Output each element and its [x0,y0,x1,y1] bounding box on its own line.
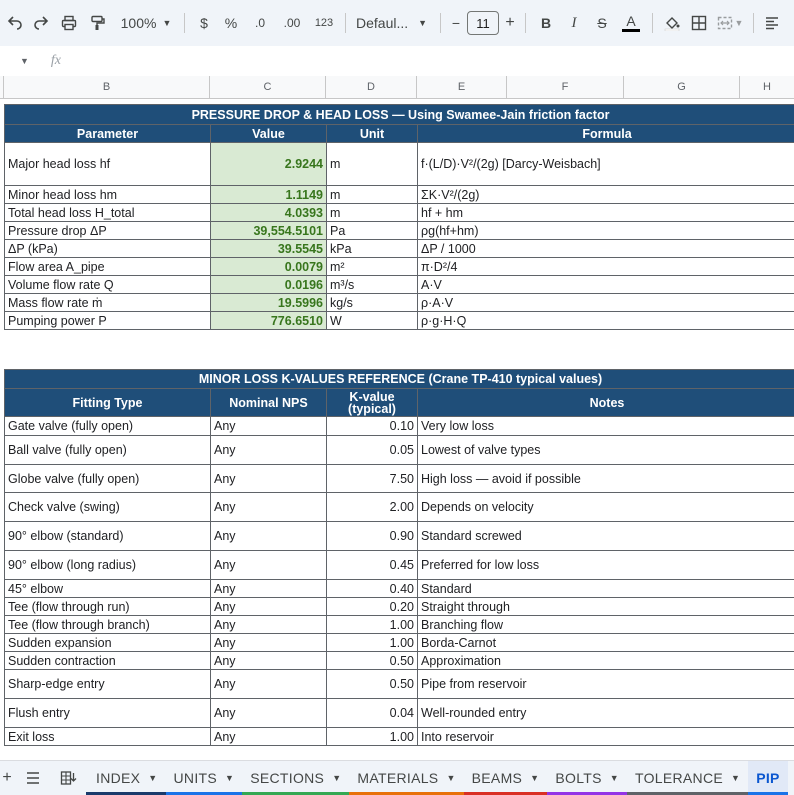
header-cell[interactable]: Value [211,125,327,143]
unit-cell[interactable]: W [327,312,418,330]
table-row [5,598,794,616]
column-header-f[interactable]: F [507,76,624,98]
unit-cell[interactable]: Pa [327,222,418,240]
formula-cell[interactable]: ΣK·V²/(2g) [418,186,794,204]
fitting-cell[interactable]: Sharp-edge entry [5,670,211,699]
chevron-down-icon[interactable]: ▼ [446,773,455,783]
notes-cell[interactable]: Straight through [418,598,794,616]
param-cell[interactable]: ΔP (kPa) [5,240,211,258]
fitting-cell[interactable]: 90° elbow (standard) [5,522,211,551]
nps-cell[interactable]: Any [211,580,327,598]
notes-cell[interactable]: Very low loss [418,417,794,436]
column-header-g[interactable]: G [624,76,740,98]
chevron-down-icon[interactable]: ▼ [332,773,341,783]
sheet-tab[interactable] [86,761,166,795]
table-row [5,616,794,634]
merge-cells-icon[interactable] [713,9,747,37]
nps-cell[interactable]: Any [211,670,327,699]
table-row [5,143,794,186]
notes-cell[interactable]: Pipe from reservoir [418,670,794,699]
pressure-drop-table [4,104,794,330]
chevron-down-icon: ▼ [418,18,427,28]
font-family-select[interactable] [352,9,434,37]
table-row [5,522,794,551]
notes-cell[interactable]: Well-rounded entry [418,699,794,728]
header-row [5,125,794,143]
header-cell[interactable]: Nominal NPS [211,389,327,417]
increase-decimal-button[interactable]: .00 [275,9,309,37]
notes-cell[interactable]: Standard [418,580,794,598]
value-cell[interactable]: 0.0079 [211,258,327,276]
column-header-c[interactable]: C [210,76,326,98]
value-cell[interactable]: 776.6510 [211,312,327,330]
notes-cell[interactable]: Into reservoir [418,728,794,746]
k-value-cell[interactable]: 7.50 [327,465,418,493]
k-value-cell[interactable]: 0.10 [327,417,418,436]
formula-cell[interactable]: A·V [418,276,794,294]
formula-cell[interactable]: hf + hm [418,204,794,222]
param-cell[interactable]: Minor head loss hm [5,186,211,204]
nps-cell[interactable]: Any [211,652,327,670]
toolbar [0,0,794,46]
chevron-down-icon: ▼ [735,18,744,28]
table-row [5,634,794,652]
notes-cell[interactable]: Approximation [418,652,794,670]
unit-cell[interactable]: kg/s [327,294,418,312]
header-row [5,389,794,417]
sheet-tab-label: MATERIALS [357,770,438,786]
fx-icon: fx [51,53,61,69]
k-value-cell[interactable]: 0.40 [327,580,418,598]
strikethrough-button[interactable]: S [588,9,616,37]
sheet-tab[interactable] [748,761,787,795]
header-cell[interactable]: Fitting Type [5,389,211,417]
font-size-field[interactable]: 11 [465,9,501,37]
notes-cell[interactable]: Lowest of valve types [418,436,794,465]
param-cell[interactable]: Flow area A_pipe [5,258,211,276]
sheet-tab-label: TOLERANCE [635,770,723,786]
table-row [5,240,794,258]
currency-format-button[interactable]: $ [191,9,217,37]
add-sheet-icon[interactable]: + [0,764,14,792]
value-cell[interactable]: 1.1149 [211,186,327,204]
param-cell[interactable]: Total head loss H_total [5,204,211,222]
notes-cell[interactable]: Preferred for low loss [418,551,794,580]
chevron-down-icon[interactable]: ▼ [610,773,619,783]
sheet-tab[interactable] [547,761,627,795]
italic-button[interactable]: I [560,9,588,37]
value-cell[interactable]: 19.5996 [211,294,327,312]
formula-cell[interactable]: f·(L/D)·V²/(2g) [Darcy-Weisbach] [418,143,794,186]
sheet-list-icon[interactable] [52,764,86,792]
table-row [5,294,794,312]
table-row [5,204,794,222]
value-cell[interactable]: 0.0196 [211,276,327,294]
fitting-cell[interactable]: Ball valve (fully open) [5,436,211,465]
k-value-cell[interactable]: 1.00 [327,616,418,634]
notes-cell[interactable]: Depends on velocity [418,493,794,522]
table-title-row [5,105,794,125]
print-icon[interactable] [54,9,84,37]
borders-icon[interactable] [685,9,713,37]
chevron-down-icon[interactable]: ▼ [148,773,157,783]
unit-cell[interactable]: m [327,204,418,222]
fitting-cell[interactable]: Flush entry [5,699,211,728]
sheet-tab-label: INDEX [96,770,140,786]
fitting-cell[interactable]: Globe valve (fully open) [5,465,211,493]
percent-format-button[interactable]: % [217,9,245,37]
param-cell[interactable]: Pumping power P [5,312,211,330]
text-color-button[interactable]: A [616,9,646,37]
unit-cell[interactable]: m² [327,258,418,276]
sheet-tab-label: PIP [756,770,779,786]
sheet-tab-bar [0,760,794,795]
zoom-value: 100% [121,15,157,31]
font-size-decrease-button[interactable]: − [447,9,465,37]
k-value-cell[interactable]: 0.45 [327,551,418,580]
header-cell[interactable]: Notes [418,389,794,417]
divider [525,13,526,33]
table-row [5,580,794,598]
unit-cell[interactable]: m [327,143,418,186]
notes-cell[interactable]: Borda-Carnot [418,634,794,652]
fitting-cell[interactable]: Gate valve (fully open) [5,417,211,436]
table-title[interactable]: PRESSURE DROP & HEAD LOSS — Using Swamee-Jain friction factor [5,105,794,125]
sheet-tab-label: BOLTS [555,770,601,786]
table-row [5,222,794,240]
sheet-tab[interactable] [464,761,548,795]
formula-cell[interactable]: π·D²/4 [418,258,794,276]
k-value-cell[interactable]: 0.04 [327,699,418,728]
table-row [5,551,794,580]
param-cell[interactable]: Volume flow rate Q [5,276,211,294]
table-row [5,728,794,746]
fitting-cell[interactable]: 45° elbow [5,580,211,598]
k-value-cell[interactable]: 0.90 [327,522,418,551]
table-row [5,436,794,465]
chevron-down-icon: ▼ [162,18,171,28]
align-left-icon[interactable] [760,9,784,37]
k-value-cell[interactable]: 0.50 [327,652,418,670]
table-title-row [5,370,794,389]
font-size-increase-button[interactable]: + [501,9,519,37]
font-family-value: Defaul... [356,15,408,31]
bold-button[interactable]: B [532,9,560,37]
nps-cell[interactable]: Any [211,417,327,436]
table-row [5,699,794,728]
nps-cell[interactable]: Any [211,551,327,580]
table-row [5,417,794,436]
divider [440,13,441,33]
name-box-dropdown-icon[interactable]: ▼ [20,56,29,66]
formula-cell[interactable]: ΔP / 1000 [418,240,794,258]
column-header-d[interactable]: D [326,76,417,98]
table-row [5,652,794,670]
notes-cell[interactable]: Branching flow [418,616,794,634]
nps-cell[interactable]: Any [211,616,327,634]
table-row [5,493,794,522]
color-bar [622,29,640,32]
formula-cell[interactable]: ρg(hf+hm) [418,222,794,240]
notes-cell[interactable]: High loss — avoid if possible [418,465,794,493]
nps-cell[interactable]: Any [211,598,327,616]
param-cell[interactable]: Mass flow rate ṁ [5,294,211,312]
table-title[interactable]: MINOR LOSS K-VALUES REFERENCE (Crane TP-410 typical values) [5,370,794,389]
fill-color-icon[interactable] [659,9,685,37]
divider [345,13,346,33]
sheet-tab[interactable] [242,761,349,795]
zoom-select[interactable] [114,9,178,37]
table-row [5,312,794,330]
chevron-down-icon[interactable]: ▼ [731,773,740,783]
fitting-cell[interactable]: Tee (flow through run) [5,598,211,616]
k-value-cell[interactable]: 2.00 [327,493,418,522]
value-cell[interactable]: 2.9244 [211,143,327,186]
formula-bar [0,46,794,77]
header-cell[interactable]: Unit [327,125,418,143]
undo-icon[interactable] [2,9,28,37]
divider [184,13,185,33]
chevron-down-icon[interactable]: ▼ [530,773,539,783]
value-cell[interactable]: 4.0393 [211,204,327,222]
k-value-cell[interactable]: 1.00 [327,728,418,746]
fitting-cell[interactable]: 90° elbow (long radius) [5,551,211,580]
divider [652,13,653,33]
notes-cell[interactable]: Standard screwed [418,522,794,551]
all-sheets-icon[interactable] [14,764,52,792]
nps-cell[interactable]: Any [211,699,327,728]
header-cell[interactable]: Formula [418,125,794,143]
k-value-cell[interactable]: 0.20 [327,598,418,616]
unit-cell[interactable]: m [327,186,418,204]
divider [753,13,754,33]
k-value-cell[interactable]: 0.50 [327,670,418,699]
sheet-tab[interactable] [166,761,243,795]
nps-cell[interactable]: Any [211,436,327,465]
param-cell[interactable]: Major head loss hf [5,143,211,186]
unit-cell[interactable]: m³/s [327,276,418,294]
table-row [5,186,794,204]
k-value-cell[interactable]: 1.00 [327,634,418,652]
table-row [5,258,794,276]
value-cell[interactable]: 39.5545 [211,240,327,258]
sheet-tab[interactable] [627,761,748,795]
nps-cell[interactable]: Any [211,493,327,522]
sheet-tab-label: BEAMS [472,770,523,786]
param-cell[interactable]: Pressure drop ΔP [5,222,211,240]
k-value-cell[interactable]: 0.05 [327,436,418,465]
redo-icon[interactable] [28,9,54,37]
sheet-tabs [86,761,788,795]
fitting-cell[interactable]: Exit loss [5,728,211,746]
number-format-button[interactable]: 123 [309,9,339,37]
fitting-cell[interactable]: Tee (flow through branch) [5,616,211,634]
formula-cell[interactable]: ρ·A·V [418,294,794,312]
sheet-tab-label: SECTIONS [250,770,324,786]
paint-format-icon[interactable] [84,9,110,37]
column-header-b[interactable]: B [4,76,210,98]
nps-cell[interactable]: Any [211,634,327,652]
fitting-cell[interactable]: Sudden contraction [5,652,211,670]
nps-cell[interactable]: Any [211,465,327,493]
value-cell[interactable]: 39,554.5101 [211,222,327,240]
header-cell[interactable]: Parameter [5,125,211,143]
table-row [5,465,794,493]
sheet-tab[interactable] [349,761,463,795]
chevron-down-icon[interactable]: ▼ [225,773,234,783]
header-cell[interactable]: K-value (typical) [327,389,418,417]
fitting-cell[interactable]: Check valve (swing) [5,493,211,522]
column-headers [0,76,794,99]
formula-cell[interactable]: ρ·g·H·Q [418,312,794,330]
nps-cell[interactable]: Any [211,728,327,746]
decrease-decimal-button[interactable]: .0 [245,9,275,37]
column-header-h[interactable]: H [740,76,794,98]
table-row [5,670,794,699]
table-row [5,276,794,294]
k-values-table [4,369,794,746]
sheet-tab-label: UNITS [174,770,218,786]
unit-cell[interactable]: kPa [327,240,418,258]
fitting-cell[interactable]: Sudden expansion [5,634,211,652]
nps-cell[interactable]: Any [211,522,327,551]
column-header-e[interactable]: E [417,76,507,98]
